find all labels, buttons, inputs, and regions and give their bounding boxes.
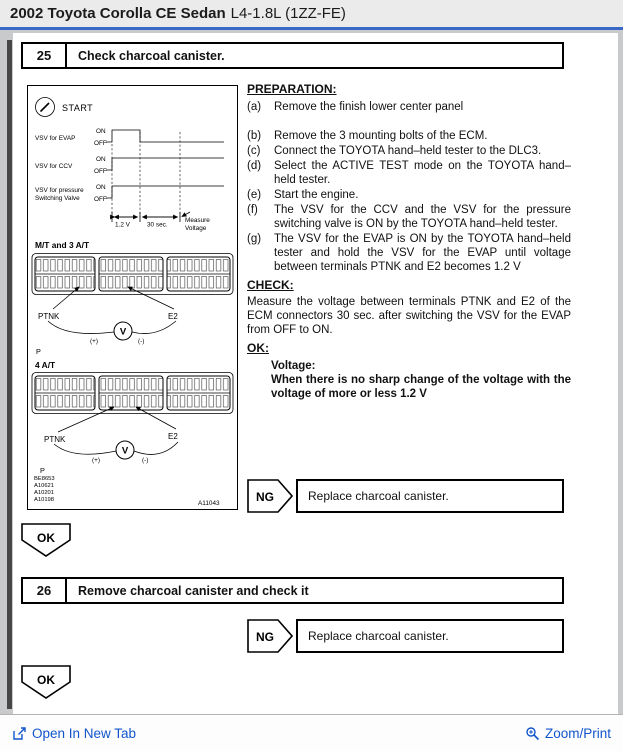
prep-item-g	[247, 232, 571, 274]
step-26-title: Remove charcoal canister and check it	[78, 583, 309, 598]
meter-lead-plus-1	[48, 321, 114, 334]
check-text: Measure the voltage between terminals PTNK and E2 of the ECM connectors 30 sec. after switching the VSV for the EVAP from OFF to ON.	[247, 296, 571, 337]
signal-3-label: VSV for pressure	[35, 187, 84, 194]
e2-label-1: E2	[168, 312, 178, 321]
open-in-new-tab-link[interactable]	[12, 726, 136, 741]
timing-duration-label: 30 sec.	[147, 221, 168, 229]
prep-text-f: The VSV for the CCV and the VSV for the pressure switching valve is ON by the TOYOTA hand–held tester.	[274, 203, 571, 230]
ng-branch-2	[247, 619, 564, 653]
ng-symbol-1	[247, 479, 293, 513]
ng-symbol-2	[247, 619, 293, 653]
vehicle-title: 2002 Toyota Corolla CE Sedan	[10, 5, 226, 22]
engine-subtitle: L4-1.8L (1ZZ-FE)	[230, 5, 346, 22]
ptnk-pointer-2	[58, 407, 114, 432]
step-25-title: Check charcoal canister.	[78, 48, 225, 63]
prep-item-f	[247, 203, 571, 231]
signal-1-off: OFF	[94, 140, 107, 147]
prep-item-d	[247, 159, 571, 187]
step-25-box	[21, 42, 564, 69]
prep-item-a	[247, 100, 571, 114]
signal-2-label: VSV for CCV	[35, 163, 73, 170]
ok-symbol-1	[21, 523, 71, 557]
procedure-text	[247, 82, 571, 401]
step-25-number: 25	[23, 44, 67, 67]
prep-key-b: (b)	[247, 129, 262, 142]
open-in-new-tab-icon	[12, 726, 27, 741]
magnifier-icon	[525, 726, 540, 741]
meter-lead-plus-2	[54, 444, 116, 454]
signal-2-waveform	[106, 158, 224, 170]
ptnk-label-1: PTNK	[38, 312, 60, 321]
prep-text-d: Select the ACTIVE TEST mode on the TOYOTA hand–held tester.	[274, 159, 571, 186]
meter-lead-minus-2	[134, 442, 178, 454]
minus-label-2: (-)	[142, 457, 149, 464]
pencil-icon	[41, 103, 50, 112]
signal-2-on: ON	[96, 156, 106, 163]
prep-item-e	[247, 188, 571, 202]
signal-3-off: OFF	[94, 196, 107, 203]
signal-3-label-2: Switching Valve	[35, 195, 80, 202]
code-3: A10201	[34, 490, 54, 496]
prep-text-c: Connect the TOYOTA hand–held tester to the DLC3.	[274, 144, 542, 157]
mt-3at-section	[32, 240, 233, 356]
title-bar	[0, 0, 623, 30]
code-2: A10621	[34, 483, 54, 489]
mt-3at-label: M/T and 3 A/T	[35, 240, 90, 250]
plus-label-2: (+)	[92, 457, 100, 464]
prep-key-f: (f)	[247, 203, 258, 216]
signal-1-on: ON	[96, 128, 106, 135]
prep-key-e: (e)	[247, 188, 262, 201]
timing-diagram	[35, 128, 224, 232]
prep-key-g: (g)	[247, 232, 262, 245]
page-edge-strip	[7, 40, 12, 709]
ecm-wiring-figure	[28, 86, 237, 509]
signal-3-waveform	[106, 186, 224, 198]
p-label-1: P	[36, 347, 41, 356]
prep-key-a: (a)	[247, 100, 262, 113]
viewer-toolbar	[0, 714, 623, 751]
ng-label-2: NG	[256, 630, 274, 644]
figure-box	[27, 85, 238, 510]
zoom-print-label: Zoom/Print	[544, 725, 611, 741]
code-1: BE8653	[34, 476, 55, 482]
preparation-heading: PREPARATION:	[247, 82, 337, 96]
ptnk-label-2: PTNK	[44, 435, 66, 444]
check-heading: CHECK:	[247, 277, 294, 292]
ok-heading: OK:	[247, 341, 269, 356]
figure-ref: A11043	[198, 500, 220, 507]
voltmeter-1-letter: V	[119, 326, 127, 338]
ng-action-1: Replace charcoal canister.	[296, 479, 564, 513]
voltmeter-2-letter: V	[121, 445, 129, 457]
prep-text-e: Start the engine.	[274, 188, 359, 201]
open-in-new-tab-label: Open In New Tab	[32, 725, 137, 741]
zoom-print-link[interactable]	[525, 726, 611, 741]
ok-label-2: OK	[37, 673, 55, 687]
plus-label-1: (+)	[90, 338, 98, 345]
signal-1-waveform	[106, 130, 224, 142]
timing-voltage-label: 1.2 V	[115, 221, 130, 229]
figure-codes	[34, 476, 220, 507]
ok-symbol-2	[21, 665, 71, 699]
4at-label: 4 A/T	[35, 360, 56, 370]
prep-key-c: (c)	[247, 144, 261, 157]
ok-label-1: OK	[37, 531, 55, 545]
ok-voltage-text: When there is no sharp change of the voltage with the voltage of more or less 1.2 V	[271, 374, 571, 401]
prep-item-b	[247, 129, 571, 143]
prep-text-g: The VSV for the EVAP is ON by the TOYOTA hand–held tester and hold the VSV for the EVAP until voltage between terminals PTNK and E2 becomes 1.2 V	[274, 232, 571, 273]
manual-page	[13, 33, 618, 714]
start-label: START	[62, 103, 94, 113]
code-4: A10198	[34, 497, 54, 503]
prep-key-d: (d)	[247, 159, 262, 172]
step-26-box	[21, 577, 564, 604]
ng-action-2: Replace charcoal canister.	[296, 619, 564, 653]
meter-lead-minus-1	[132, 321, 176, 334]
measure-arrow	[182, 212, 190, 217]
step-26-number: 26	[23, 579, 67, 602]
4at-section	[32, 360, 233, 475]
signal-3-on: ON	[96, 184, 106, 191]
p-label-2: P	[40, 466, 45, 475]
ok-voltage-label: Voltage:	[271, 360, 316, 373]
start-symbol	[36, 98, 94, 117]
ng-label-1: NG	[256, 490, 274, 504]
e2-label-2: E2	[168, 432, 178, 441]
prep-text-b: Remove the 3 mounting bolts of the ECM.	[274, 129, 488, 142]
signal-2-off: OFF	[94, 168, 107, 175]
prep-text-a: Remove the finish lower center panel	[274, 100, 464, 113]
measure-label-2: Voltage	[185, 225, 207, 232]
minus-label-1: (-)	[138, 338, 145, 345]
prep-item-c	[247, 144, 571, 158]
signal-1-label: VSV for EVAP	[35, 135, 76, 142]
ng-branch-1	[247, 479, 564, 513]
measure-label-1: Measure	[185, 217, 210, 224]
